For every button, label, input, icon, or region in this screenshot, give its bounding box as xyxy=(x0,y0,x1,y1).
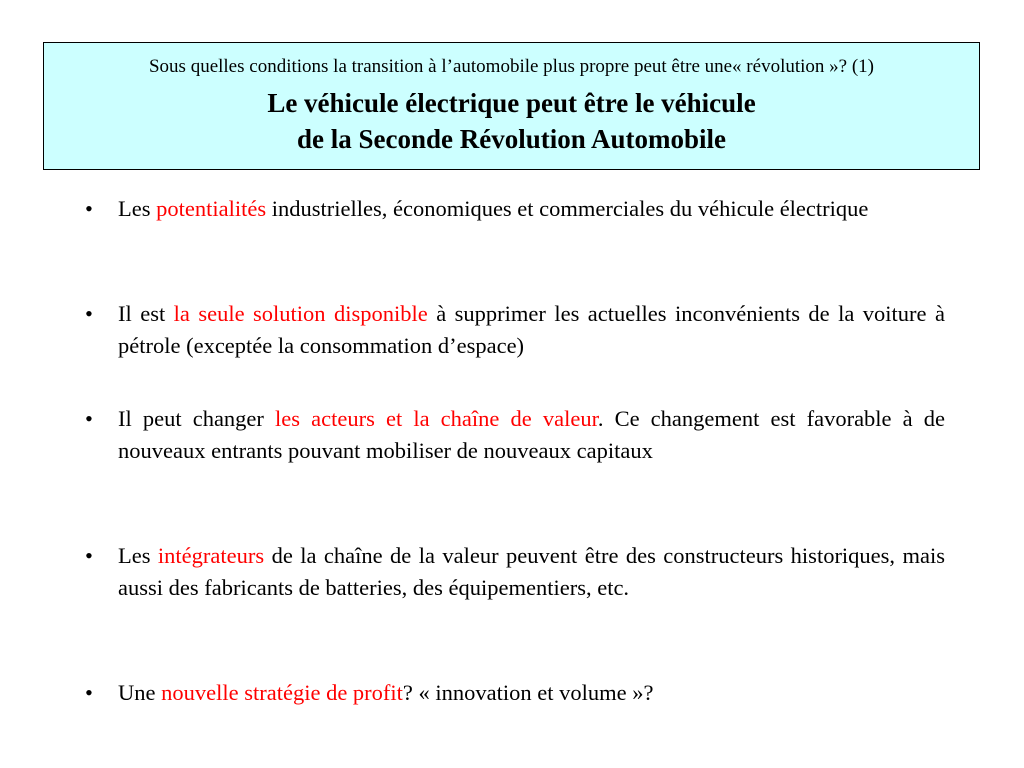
bullet-text: industrielles, économiques et commerciales du véhicule électrique xyxy=(266,196,869,221)
bullet-highlight: intégrateurs xyxy=(157,543,265,568)
bullet-text: Il est xyxy=(118,301,174,326)
bullet-text: ? « innovation et volume »? xyxy=(402,680,654,705)
bullet-marker: • xyxy=(85,301,93,326)
bullet-item xyxy=(85,193,945,225)
bullet-marker: • xyxy=(85,543,93,568)
bullet-text: de la chaîne de la valeur peuvent être des constructeurs historiques, mais aussi des fabricants de batteries, des équipementiers, etc. xyxy=(118,543,945,600)
bullet-highlight: nouvelle stratégie de profit xyxy=(161,680,403,705)
bullet-marker: • xyxy=(85,680,93,705)
slide-subtitle: Sous quelles conditions la transition à l’automobile plus propre peut être une« révolution »? (1) xyxy=(148,56,874,77)
bullet-text: à supprimer les actuelles inconvénients de la voiture à pétrole (exceptée la consommation d’espace) xyxy=(118,301,945,358)
bullet-text: Les xyxy=(118,543,158,568)
bullet-item xyxy=(85,403,945,467)
bullet-marker: • xyxy=(85,406,93,431)
bullet-text: Une xyxy=(118,680,162,705)
bullet-text: . Ce changement est favorable à de nouveaux entrants pouvant mobiliser de nouveaux capitaux xyxy=(118,406,945,463)
slide-title-line-2: de la Seconde Révolution Automobile xyxy=(296,124,727,154)
bullet-item xyxy=(85,677,945,709)
bullet-highlight: potentialités xyxy=(156,196,267,221)
bullet-item xyxy=(85,540,945,604)
slide-title-line-1: Le véhicule électrique peut être le véhicule xyxy=(267,88,756,118)
bullet-highlight: les acteurs et la chaîne de valeur xyxy=(275,406,598,431)
bullet-highlight: la seule solution disponible xyxy=(173,301,428,326)
bullet-text: Les xyxy=(118,196,157,221)
bullet-item xyxy=(85,298,945,362)
bullet-marker: • xyxy=(85,196,93,221)
bullet-text: Il peut changer xyxy=(118,406,276,431)
